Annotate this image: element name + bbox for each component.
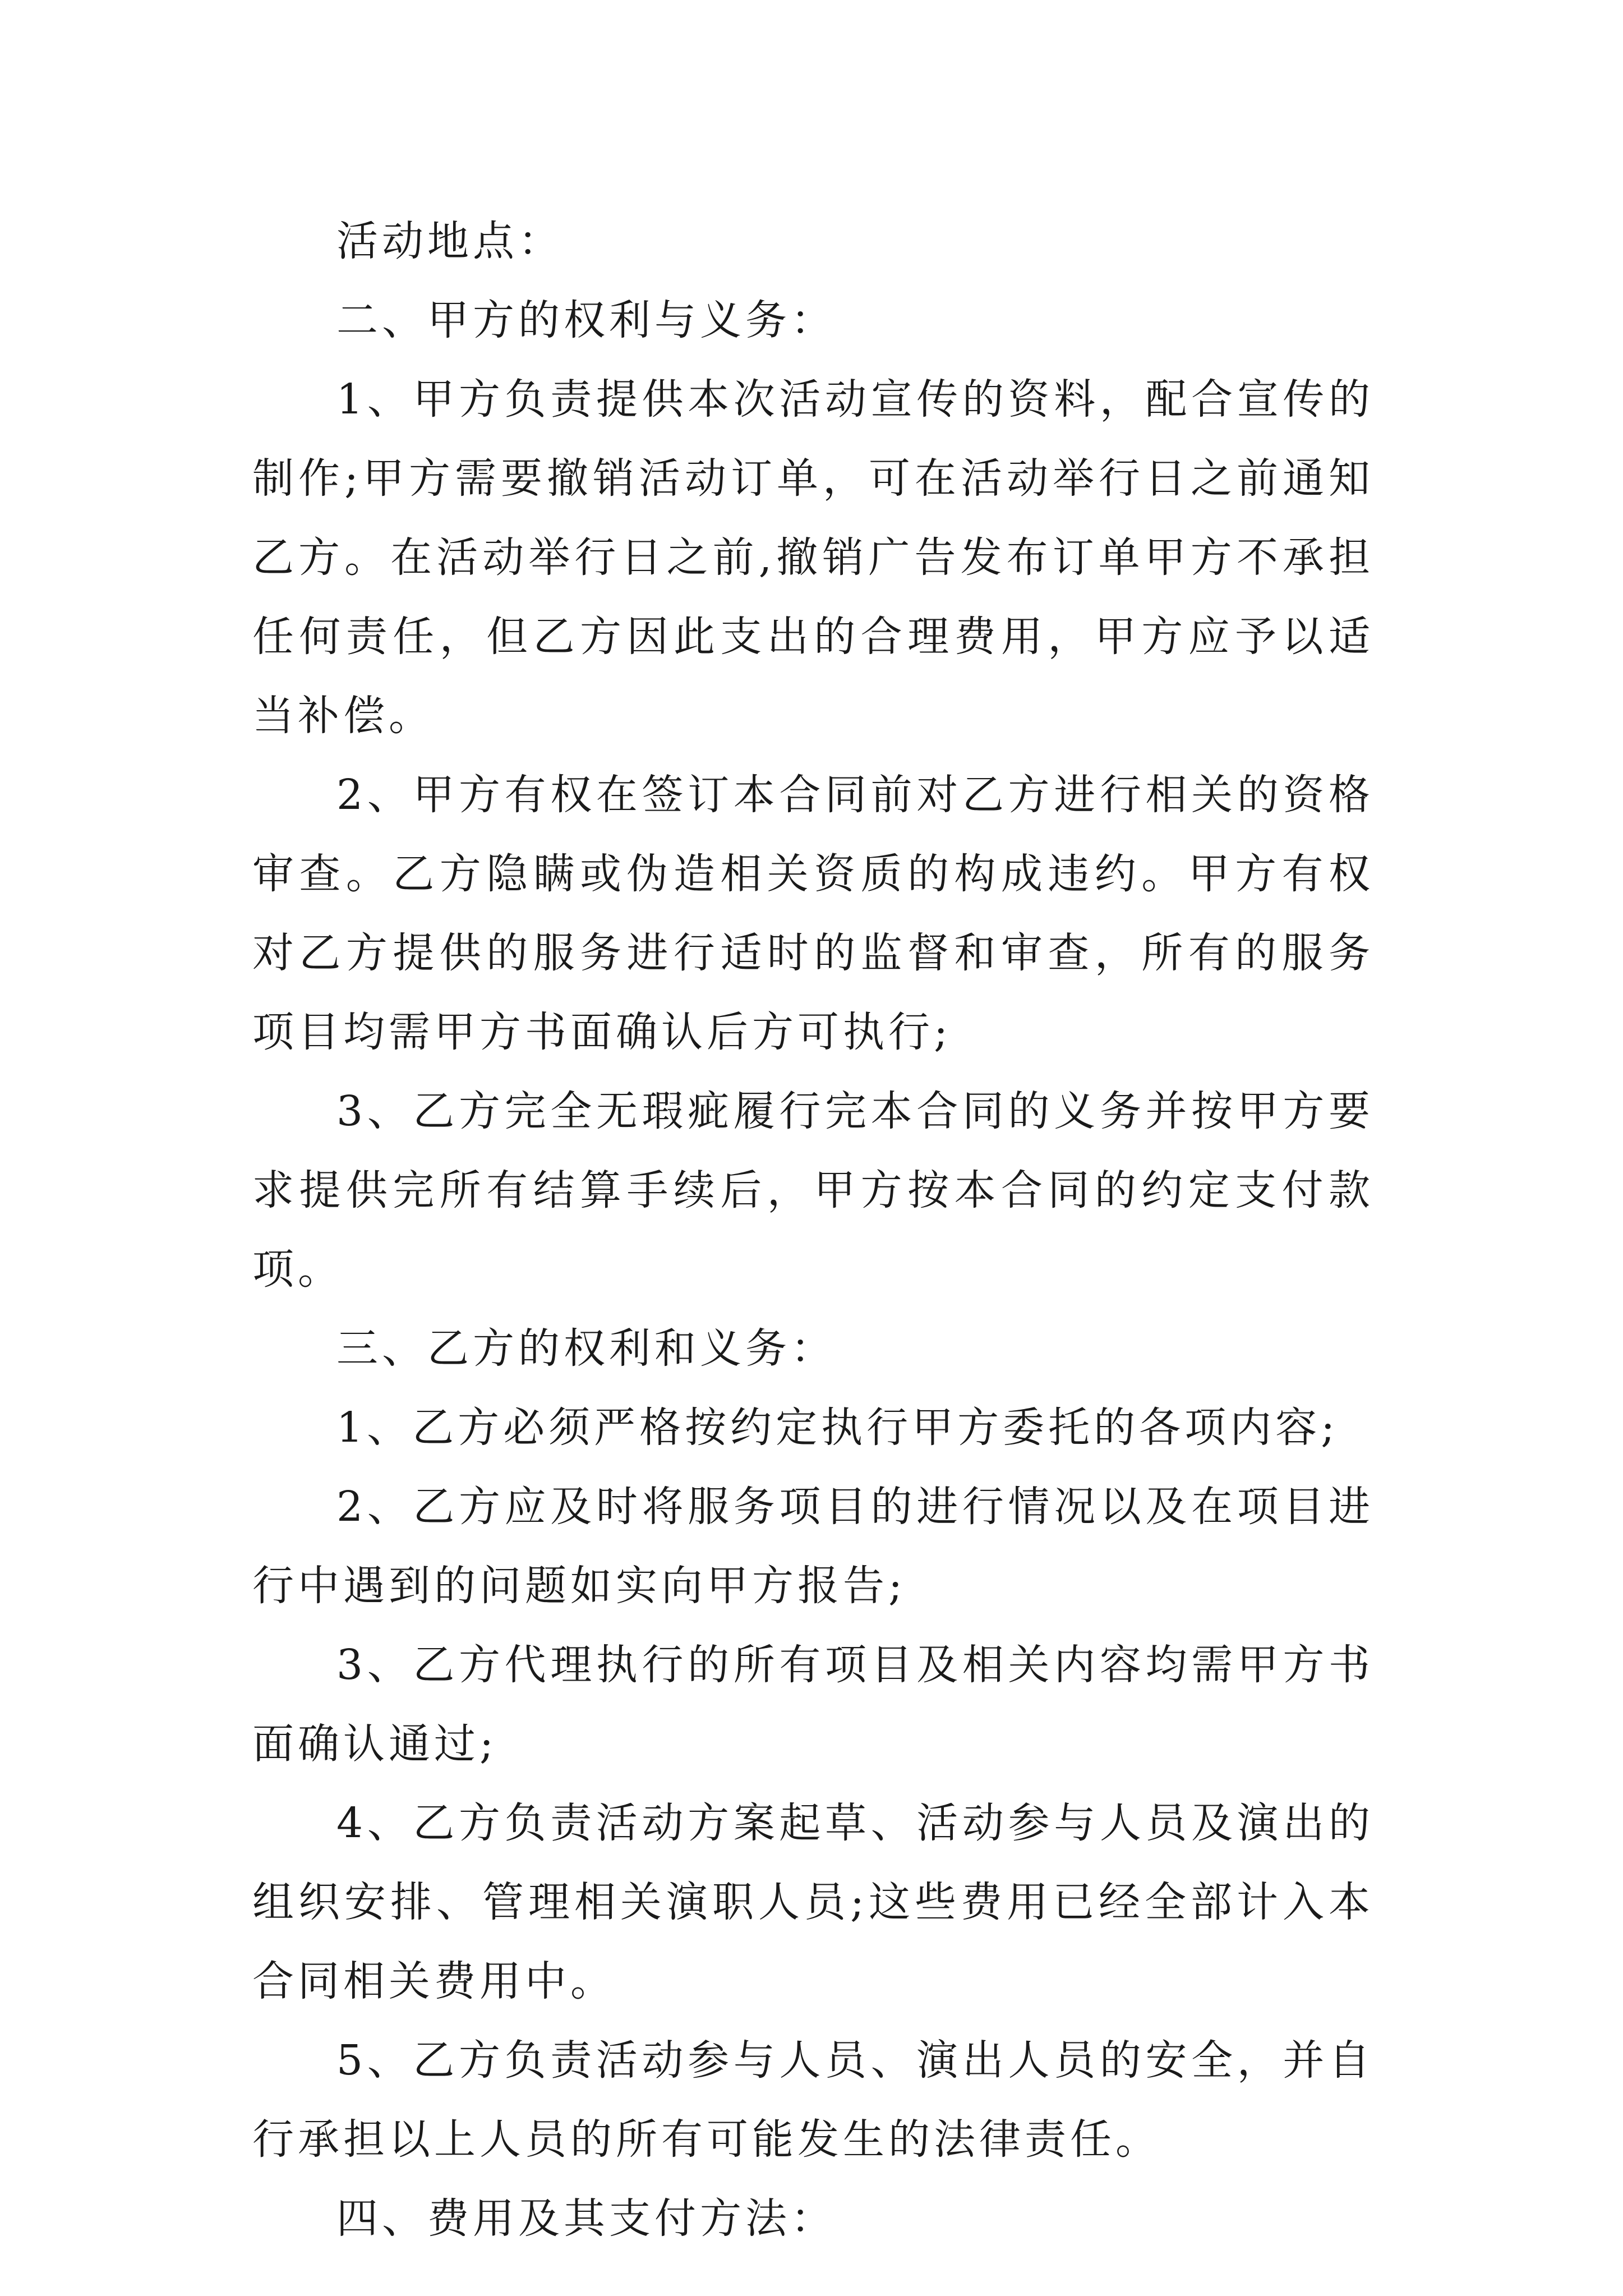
heading-party-a-rights: 二、甲方的权利与义务：: [336, 296, 836, 344]
paragraph-party-b-clause-1: 1、乙方必须严格按约定执行甲方委托的各项内容;: [336, 1404, 1339, 1452]
heading-fees-payment: 四、费用及其支付方法：: [336, 2194, 836, 2243]
paragraph-party-a-clause-3: 3、乙方完全无瑕疵履行完本合同的义务并按甲方要求提供完所有结算手续后，甲方按本合同的约定支付款项。: [252, 1087, 1374, 1294]
paragraph-party-b-clause-4: 4、乙方负责活动方案起草、活动参与人员及演出的组织安排、管理相关演职人员;这些费用已经全部计入本合同相关费用中。: [252, 1799, 1374, 2005]
paragraph-party-b-clause-3: 3、乙方代理执行的所有项目及相关内容均需甲方书面确认通过;: [252, 1641, 1374, 1768]
paragraph-party-b-clause-5: 5、乙方负责活动参与人员、演出人员的安全，并自行承担以上人员的所有可能发生的法律责任。: [252, 2036, 1374, 2164]
heading-party-b-rights: 三、乙方的权利和义务：: [336, 1324, 836, 1373]
document-body: [252, 202, 1374, 2258]
paragraph-party-a-clause-2: 2、甲方有权在签订本合同前对乙方进行相关的资格审查。乙方隐瞒或伪造相关资质的构成违约。甲方有权对乙方提供的服务进行适时的监督和审查，所有的服务项目均需甲方书面确认后方可执行;: [252, 771, 1374, 1056]
paragraph-party-b-clause-2: 2、乙方应及时将服务项目的进行情况以及在项目进行中遇到的问题如实向甲方报告;: [252, 1483, 1374, 1610]
paragraph-party-a-clause-1: 1、甲方负责提供本次活动宣传的资料，配合宣传的制作;甲方需要撤销活动订单，可在活动举行日之前通知乙方。在活动举行日之前,撤销广告发布订单甲方不承担任何责任，但乙方因此支出的合理费用，甲方应予以适当补偿。: [252, 375, 1374, 740]
paragraph-activity-location: 活动地点：: [336, 217, 564, 265]
